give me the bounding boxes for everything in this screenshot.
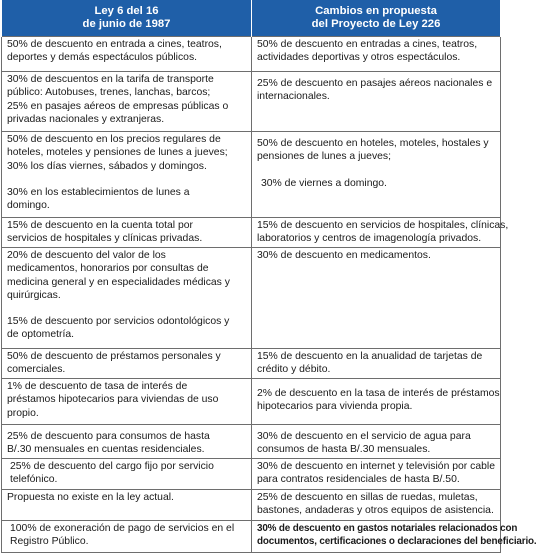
proposal-cell [252, 490, 501, 521]
header-right-line: Cambios en propuesta [315, 5, 437, 17]
cell-line: 30% en los establecimientos de lunes a [7, 186, 190, 198]
table-row [2, 37, 501, 72]
current-law-cell [2, 379, 252, 425]
current-law-cell [2, 37, 252, 72]
table-header-row [2, 0, 501, 37]
cell-line: documentos, certificaciones o declaraciones del beneficiario. [257, 536, 537, 548]
cell-line: servicios de hospitales y clínicas privadas. [7, 233, 203, 245]
cell-line: 30% de descuento en internet y televisión por cable [257, 461, 495, 472]
cell-line: 30% de descuentos en la tarifa de transporte [7, 74, 214, 85]
cell-line: laboratorios y centros de imagenología privados. [257, 233, 482, 245]
table-row [2, 349, 501, 379]
cell-line: privadas nacionales y extranjeras. [7, 113, 165, 125]
cell-line: 20% de descuento del valor de los [7, 250, 166, 261]
current-law-cell [2, 521, 252, 553]
header-proposed-changes [252, 0, 501, 37]
cell-line: consumos de hasta B/.30 mensuales. [257, 444, 431, 456]
cell-line: 25% de descuento del cargo fijo por servicio [10, 461, 214, 472]
cell-line: 30% de viernes a domingo. [261, 177, 387, 189]
proposal-cell [252, 248, 501, 349]
cell-line: 2% de descuento en la tasa de interés de préstamos [257, 388, 500, 399]
current-law-cell [2, 132, 252, 218]
cell-line: 30% de descuento en el servicio de agua para [257, 431, 471, 442]
proposal-cell [252, 425, 501, 459]
table-row [2, 521, 501, 553]
cell-line: crédito y débito. [257, 364, 331, 376]
cell-line: quirúrgicas. [7, 289, 61, 301]
cell-line: medicina general y en especialidades médicas y [7, 276, 230, 288]
cell-line: 100% de exoneración de pago de servicios en el [10, 523, 235, 534]
table-row [2, 379, 501, 425]
proposal-cell [252, 349, 501, 379]
comparison-table [1, 0, 537, 553]
table-row [2, 72, 501, 132]
cell-line: Registro Público. [10, 536, 89, 548]
table-row [2, 490, 501, 521]
proposal-cell [252, 521, 537, 553]
cell-line: 15% de descuento en la anualidad de tarjetas de [257, 351, 483, 362]
current-law-cell [2, 459, 252, 490]
proposal-cell [252, 218, 509, 248]
current-law-cell [2, 248, 252, 349]
cell-line: actividades deportivas y otros espectáculos. [257, 52, 461, 64]
cell-line: 50% de descuento en hoteles, moteles, hostales y [257, 138, 489, 149]
proposal-cell [252, 72, 501, 132]
cell-line: 30% los días viernes, sábados y domingos. [7, 160, 207, 172]
cell-line: 50% de descuento de préstamos personales y [7, 351, 221, 362]
cell-line: 15% de descuento en la cuenta total por [7, 220, 194, 231]
cell-line: 1% de descuento de tasa de interés de [7, 381, 188, 392]
cell-line: 25% en pasajes aéreos de empresas públicas o [7, 100, 229, 112]
cell-line: internacionales. [257, 91, 330, 103]
cell-line: 50% de descuento en los precios regulares de [7, 134, 221, 145]
cell-line: de optometría. [7, 329, 75, 341]
header-left-line: de junio de 1987 [82, 17, 171, 30]
cell-line: 30% de descuento en gastos notariales relacionados con [257, 523, 518, 534]
current-law-cell [2, 349, 252, 379]
current-law-cell [2, 425, 252, 459]
table-row [2, 132, 501, 218]
cell-line: 25% de descuento en sillas de ruedas, muletas, [257, 492, 478, 503]
header-left-line: Ley 6 del 16 [94, 5, 159, 17]
table-row [2, 425, 501, 459]
table-row [2, 248, 501, 349]
cell-line: hoteles, moteles y pensiones de lunes a jueves; [7, 147, 228, 159]
cell-line: préstamos hipotecarios para viviendas de uso [7, 394, 219, 406]
cell-line: telefónico. [10, 474, 58, 486]
proposal-cell [252, 379, 501, 425]
table-row [2, 459, 501, 490]
cell-line: para contratos residenciales de hasta B/.50. [257, 474, 460, 486]
cell-line: hipotecarios para vivienda propia. [257, 401, 413, 413]
cell-line: bastones, andaderas y otros equipos de asistencia. [257, 505, 494, 517]
current-law-cell [2, 490, 252, 521]
proposal-cell [252, 132, 501, 218]
cell-line: 30% de descuento en medicamentos. [257, 250, 431, 261]
cell-line: público: Autobuses, trenes, lanchas, barcos; [7, 87, 211, 99]
current-law-cell [2, 218, 252, 248]
header-current-law [2, 0, 252, 37]
proposal-cell [252, 459, 501, 490]
cell-line: 25% de descuento en pasajes aéreos nacionales e [257, 78, 493, 89]
cell-line: 50% de descuento en entrada a cines, teatros, [7, 39, 222, 50]
table-row [2, 218, 501, 248]
cell-line: pensiones de lunes a jueves; [257, 151, 392, 163]
cell-line: 15% de descuento en servicios de hospitales, clínicas, [257, 220, 509, 231]
proposal-cell [252, 37, 501, 72]
cell-line: propio. [7, 407, 39, 419]
cell-line: 15% de descuento por servicios odontológicos y [7, 316, 230, 328]
current-law-cell [2, 72, 252, 132]
cell-line: Propuesta no existe en la ley actual. [7, 492, 174, 503]
cell-line: 25% de descuento para consumos de hasta [7, 431, 210, 442]
cell-line: comerciales. [7, 364, 66, 376]
cell-line: B/.30 mensuales en cuentas residenciales. [7, 444, 205, 456]
cell-line: 50% de descuento en entradas a cines, teatros, [257, 39, 478, 50]
cell-line: medicamentos, honorarios por consultas de [7, 263, 209, 275]
header-right-line: del Proyecto de Ley 226 [311, 17, 441, 30]
cell-line: domingo. [7, 200, 50, 212]
cell-line: deportes y demás espectáculos públicos. [7, 52, 198, 64]
